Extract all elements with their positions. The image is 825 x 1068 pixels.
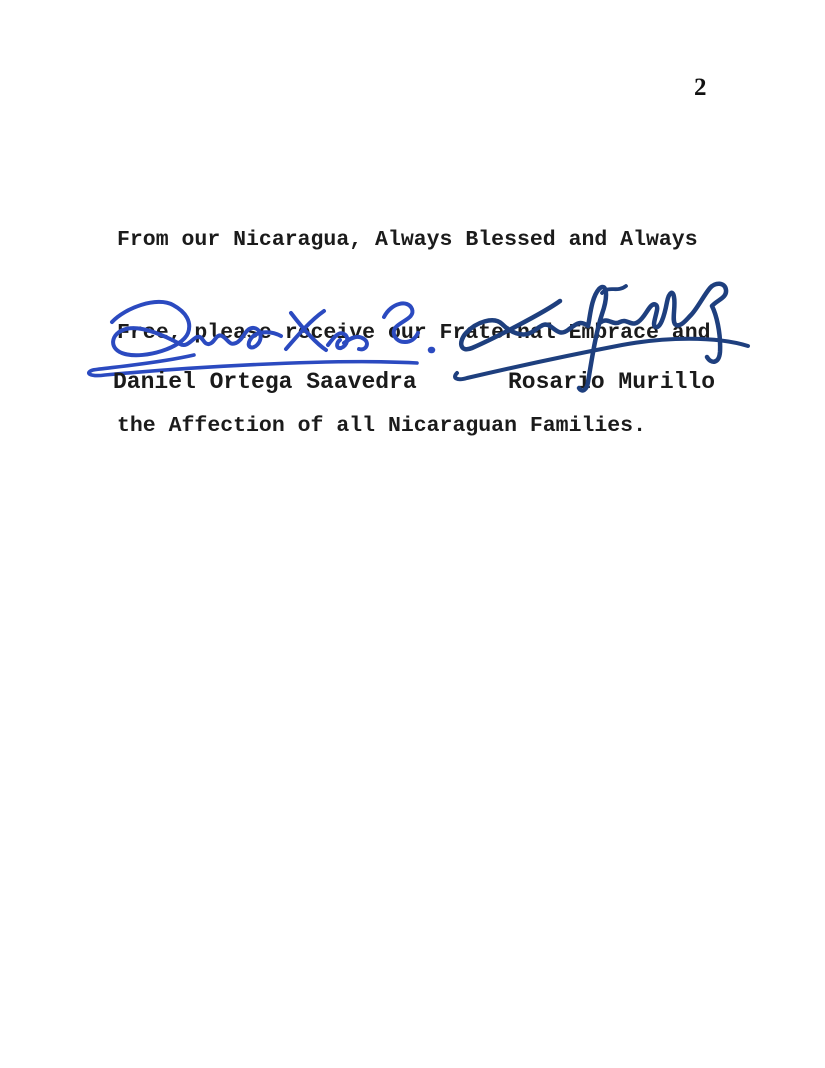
page-number: 2	[694, 74, 707, 101]
signature-ink-group	[89, 302, 432, 376]
rosario-murillo-signature-icon	[450, 280, 770, 400]
letter-body-line: the Affection of all Nicaraguan Families.	[117, 414, 646, 438]
letter-body-line: Free, please receive our Fraternal Embrace and	[117, 321, 711, 345]
signature-ink-group	[455, 284, 748, 391]
letter-body-line: From our Nicaragua, Always Blessed and Always	[117, 228, 698, 252]
signer-name-rosario-murillo: Rosario Murillo	[508, 369, 716, 395]
signer-name-daniel-ortega: Daniel Ortega Saavedra	[113, 369, 417, 395]
